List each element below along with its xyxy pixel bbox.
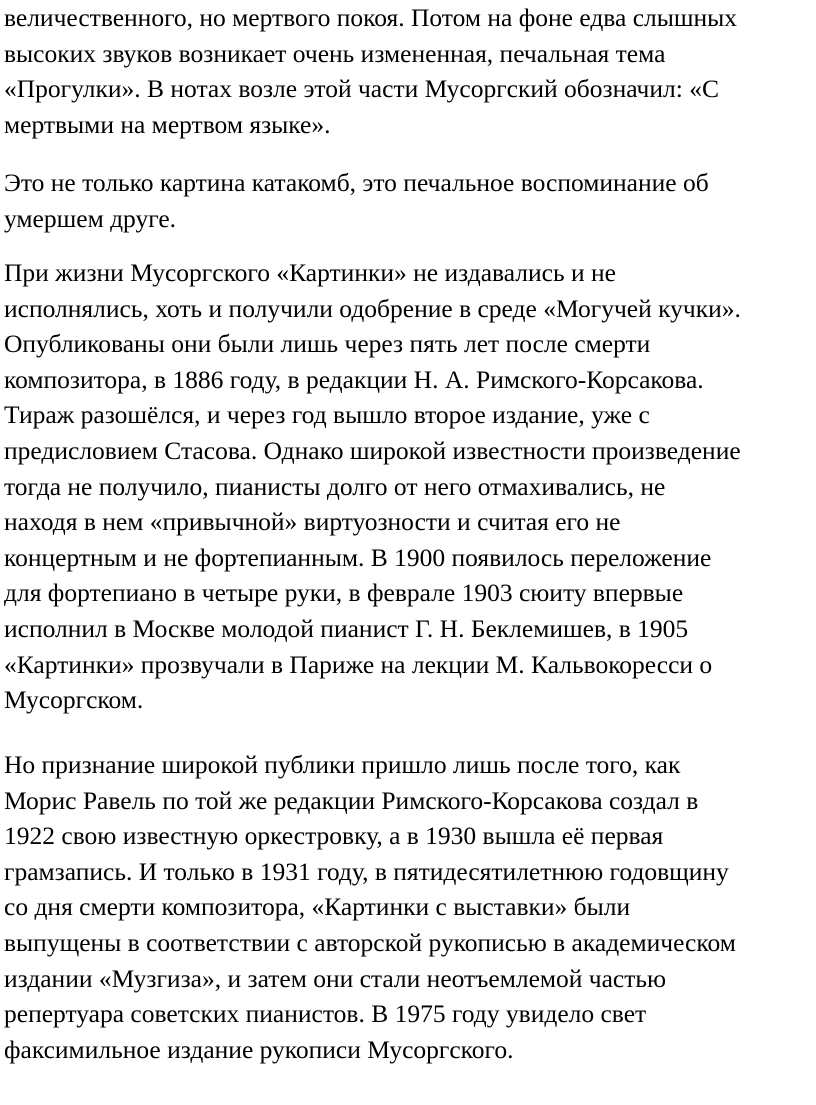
paragraph-4 — [4, 747, 736, 1067]
text-line: факсимильное издание рукописи Мусоргского. — [4, 1034, 514, 1064]
paragraph-2 — [4, 165, 709, 236]
text-line: «Картинки» прозвучали в Париже на лекции М. Кальвокоресси о — [4, 649, 713, 679]
text-line: Это не только картина катакомб, это печальное воспоминание об — [4, 168, 709, 197]
text-line: исполнил в Москве молодой пианист Г. Н. Беклемишев, в 1905 — [4, 613, 689, 643]
text-line: «Прогулки». В нотах возле этой части Мусоргский обозначил: «С — [4, 74, 719, 104]
text-line: Но признание широкой публики пришло лишь после того, как — [4, 750, 681, 779]
text-line: выпущены в соответствии с авторской рукописью в академическом — [4, 927, 736, 957]
text-line: При жизни Мусоргского «Картинки» не издавались и не — [4, 258, 616, 287]
text-line: Тираж разошёлся, и через год вышло второе издание, уже с — [4, 400, 650, 430]
text-line: умершем друге. — [4, 203, 177, 233]
text-line: 1922 свою известную оркестровку, а в 1930 вышла её первая — [4, 821, 664, 851]
paragraph-3 — [4, 255, 741, 718]
paragraph-1 — [4, 0, 737, 142]
text-line: для фортепиано в четыре руки, в феврале 1903 сюиту впервые — [4, 578, 684, 608]
text-line: мертвыми на мертвом языке». — [4, 109, 331, 139]
text-line: Опубликованы они были лишь через пять лет после смерти — [4, 329, 651, 359]
text-line: тогда не получило, пианисты долго от него отмахивались, не — [4, 471, 666, 501]
text-line: предисловием Стасова. Однако широкой известности произведение — [4, 435, 741, 465]
text-line: исполнялись, хоть и получили одобрение в среде «Могучей кучки». — [4, 293, 741, 323]
text-line: величественного, но мертвого покоя. Потом на фоне едва слышных — [4, 3, 738, 32]
text-line: высоких звуков возникает очень измененная, печальная тема — [4, 38, 666, 68]
text-line: Морис Равель по той же редакции Римского-Корсакова создал в — [4, 785, 699, 815]
text-line: концертным и не фортепианным. В 1900 появилось переложение — [4, 542, 712, 572]
text-line: репертуара советских пианистов. В 1975 году увидело свет — [4, 999, 647, 1029]
text-line: издании «Музгиза», и затем они стали неотъемлемой частью — [4, 963, 667, 993]
text-line: композитора, в 1886 году, в редакции Н. А. Римского-Корсакова. — [4, 364, 704, 394]
text-line: Мусоргском. — [4, 685, 144, 715]
text-line: со дня смерти композитора, «Картинки с выставки» были — [4, 892, 631, 922]
text-line: находя в нем «привычной» виртуозности и считая его не — [4, 507, 621, 537]
text-line: грамзапись. И только в 1931 году, в пятидесятилетнюю годовщину — [4, 856, 729, 886]
